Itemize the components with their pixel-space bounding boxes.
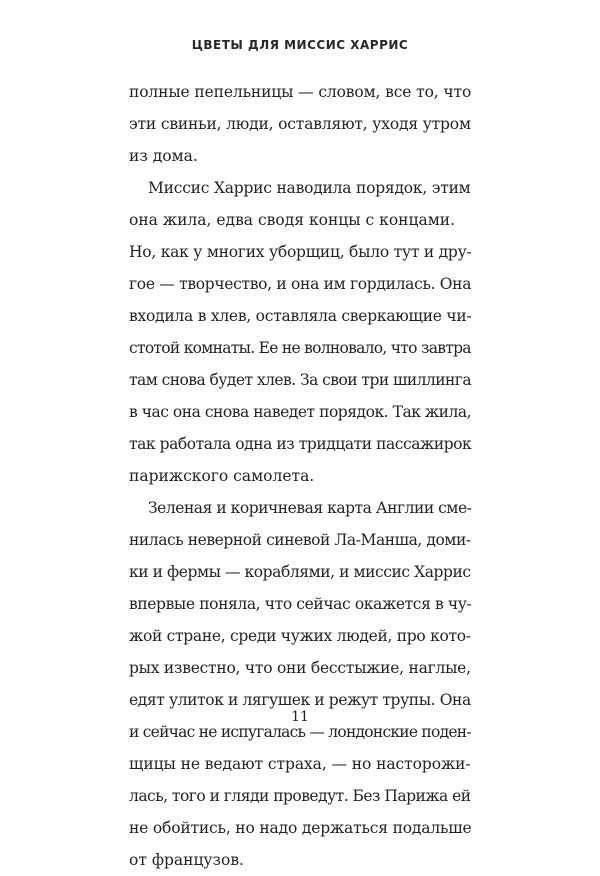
text-line: лась, того и гляди проведут. Без Парижа ей [129,787,471,805]
text-line: так работала одна из тридцати пассажирок [129,435,472,453]
text-line: там снова будет хлев. За свои три шиллинга [129,371,472,389]
text-line: входила в хлев, оставляла сверкающие чи- [129,307,472,325]
text-line: парижского самолета. [129,467,315,485]
text-line: из дома. [129,147,198,165]
text-line: впервые поняла, что сейчас окажется в чу- [129,595,472,613]
text-line: рых известно, что они бесстыжие, наглые, [129,659,471,677]
text-line: в час она снова наведет порядок. Так жила, [129,403,472,421]
text-line: она жила, едва сводя концы с концами. [129,211,456,229]
text-line: стотой комнаты. Ее не волновало, что завтра [129,339,471,357]
text-line: щицы не ведают страха, — но насторожи- [129,755,471,773]
paragraph-first-line: Миссис Харрис наводила порядок, этим [148,179,471,197]
text-line: жой стране, среди чужих людей, про кото- [129,627,471,645]
text-line: едят улиток и лягушек и режут трупы. Она [129,691,471,709]
text-line: полные пепельницы — словом, все то, что [129,83,472,101]
text-line: нилась неверной синевой Ла-Манша, доми- [129,531,471,549]
paragraph-first-line: Зеленая и коричневая карта Англии сме- [148,499,472,517]
body-text [129,76,471,876]
text-line: ки и фермы — кораблями, и миссис Харрис [129,563,471,581]
text-line: эти свиньи, люди, оставляют, уходя утром [129,115,471,133]
text-line: Но, как у многих уборщиц, было тут и дру- [129,243,472,261]
text-line: не обойтись, но надо держаться подальше [129,819,472,837]
text-line: гое — творчество, и она им гордилась. Она [129,275,472,293]
text-line: и сейчас не испугалась — лондонские поден- [129,723,471,741]
page-number: 11 [291,709,309,725]
running-header: ЦВЕТЫ ДЛЯ МИССИС ХАРРИС [191,38,409,52]
text-line: от французов. [129,851,244,869]
